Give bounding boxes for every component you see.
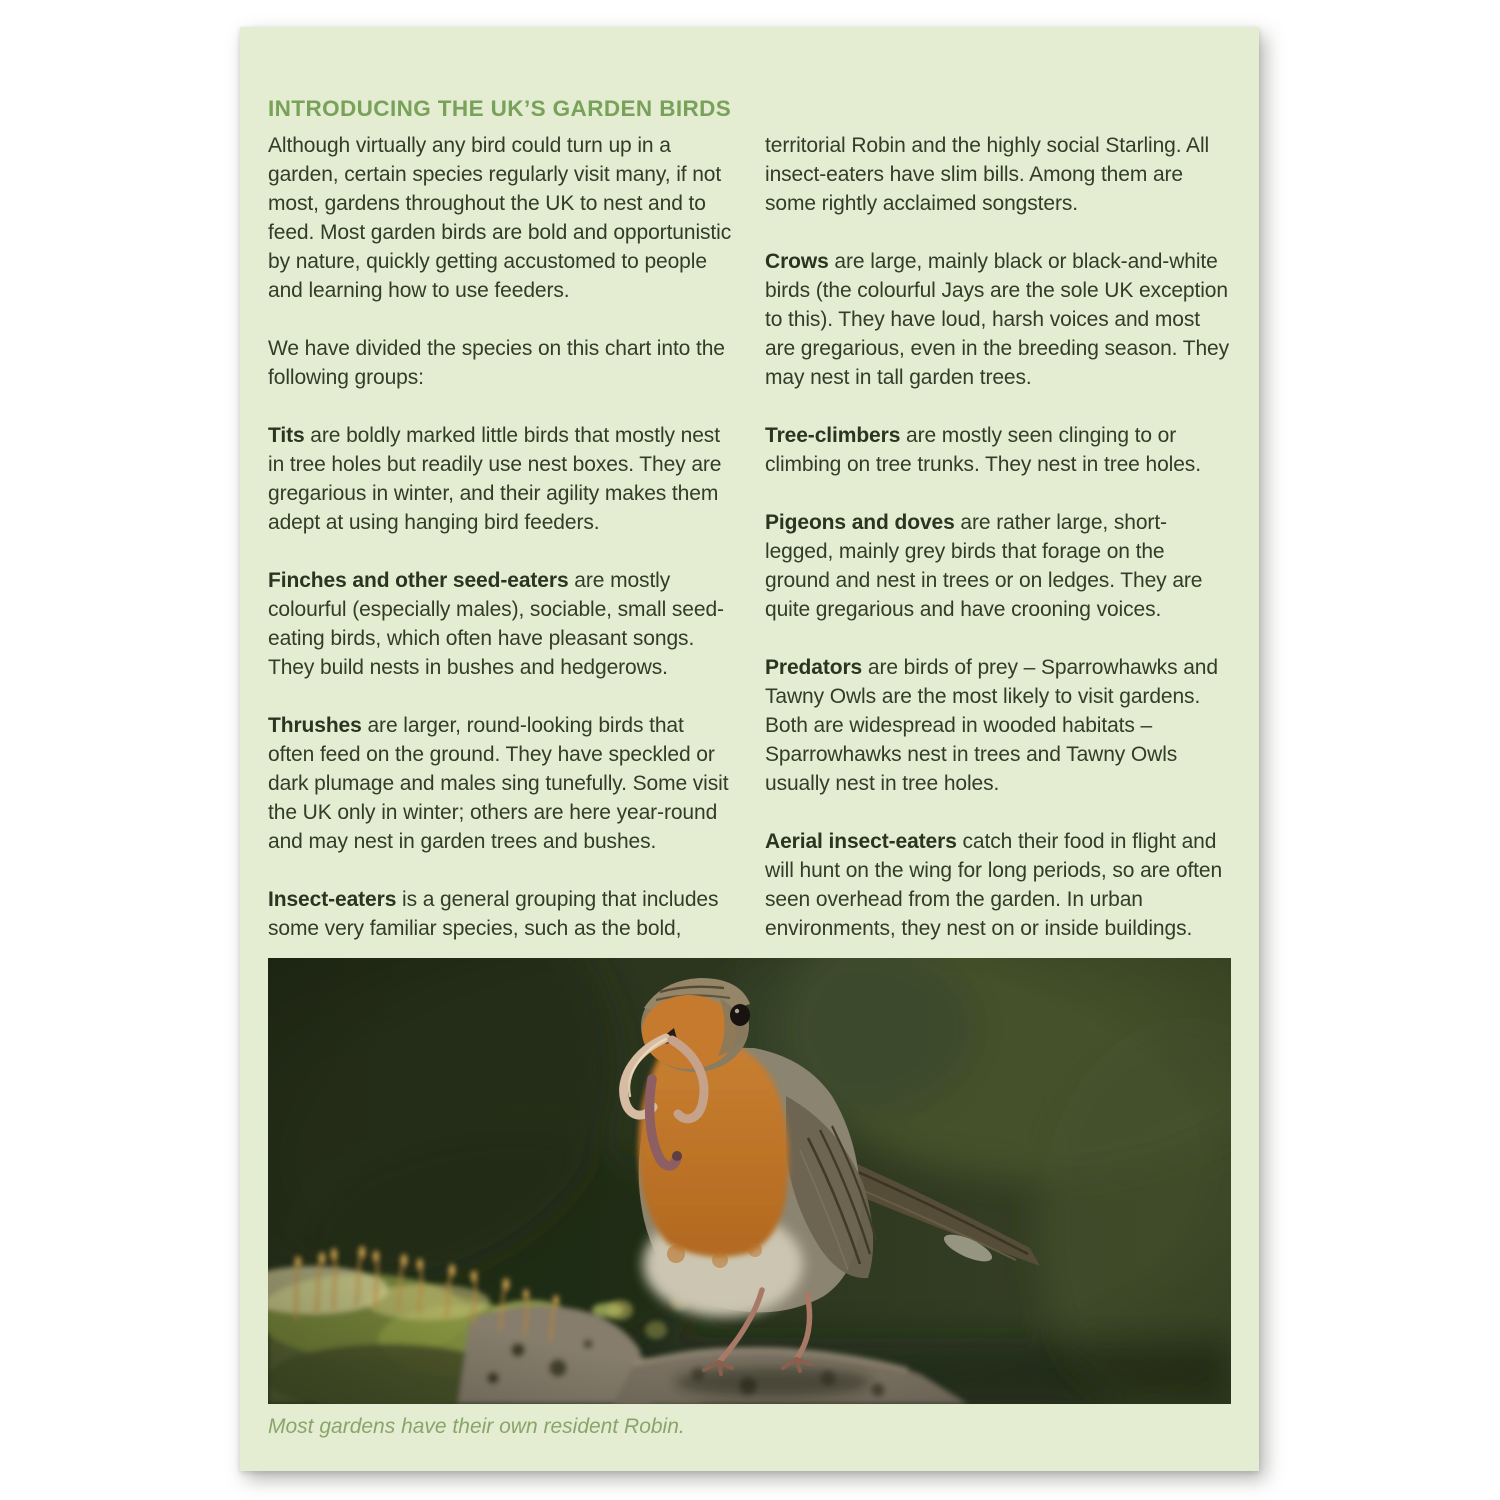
groups-intro-paragraph: We have divided the species on this chart into the following groups: [268,337,725,389]
tree-climbers-paragraph: Tree-climbers are mostly seen clinging to or climbing on tree trunks. They nest in tree holes. [765,424,1201,476]
aerial-insect-eaters-paragraph: Aerial insect-eaters catch their food in flight and will hunt on the wing for long periods, so are often seen overhead from the garden. In urban environments, they nest on or inside buildings. [765,830,1223,940]
predators-paragraph: Predators are birds of prey – Sparrowhawks and Tawny Owls are the most likely to visit gardens. Both are widespread in wooded habitats – Sparrowhawks nest in trees and Tawny Owls usually nest in tree holes. [765,656,1218,795]
crows-paragraph: Crows are large, mainly black or black-and-white birds (the colourful Jays are the sole UK exception to this). They have loud, harsh voices and most are gregarious, even in the breeding season. They may nest in tall garden trees. [765,250,1230,389]
leaflet-page [240,27,1259,1471]
robin-photo-illustration [268,958,1231,1404]
photo-caption: Most gardens have their own resident Robin. [268,1415,685,1438]
intro-paragraph: Although virtually any bird could turn up in a garden, certain species regularly visit many, if not most, gardens throughout the UK to nest and to feed. Most garden birds are bold and opportunistic by nature, quickly getting accustomed to people and learning how to use feeders. [268,134,732,302]
robin-photo [268,958,1231,1404]
page-title: INTRODUCING THE UK’S GARDEN BIRDS [268,96,732,121]
insect-eaters-paragraph: Insect-eaters is a general grouping that includes some very familiar species, such as the bold, [268,888,719,940]
pigeons-doves-paragraph: Pigeons and doves are rather large, short-legged, mainly grey birds that forage on the ground and nest in trees or on ledges. They are quite gregarious and have crooning voices. [765,511,1203,621]
tits-paragraph: Tits are boldly marked little birds that mostly nest in tree holes but readily use nest boxes. They are gregarious in winter, and their agility makes them adept at using hanging bird feeders. [268,424,722,534]
insect-eaters-continued-paragraph: territorial Robin and the highly social Starling. All insect-eaters have slim bills. Among them are some rightly acclaimed songsters. [765,134,1210,215]
vignette [268,958,1231,1404]
left-column [268,131,734,942]
finches-paragraph: Finches and other seed-eaters are mostly colourful (especially males), sociable, small seed-eating birds, which often have pleasant songs. They build nests in bushes and hedgerows. [268,569,724,679]
right-column [765,131,1231,942]
thrushes-paragraph: Thrushes are larger, round-looking birds that often feed on the ground. They have speckled or dark plumage and males sing tunefully. Some visit the UK only in winter; others are here year-round and may nest in garden trees and bushes. [268,714,729,853]
two-column-text [268,131,1231,942]
